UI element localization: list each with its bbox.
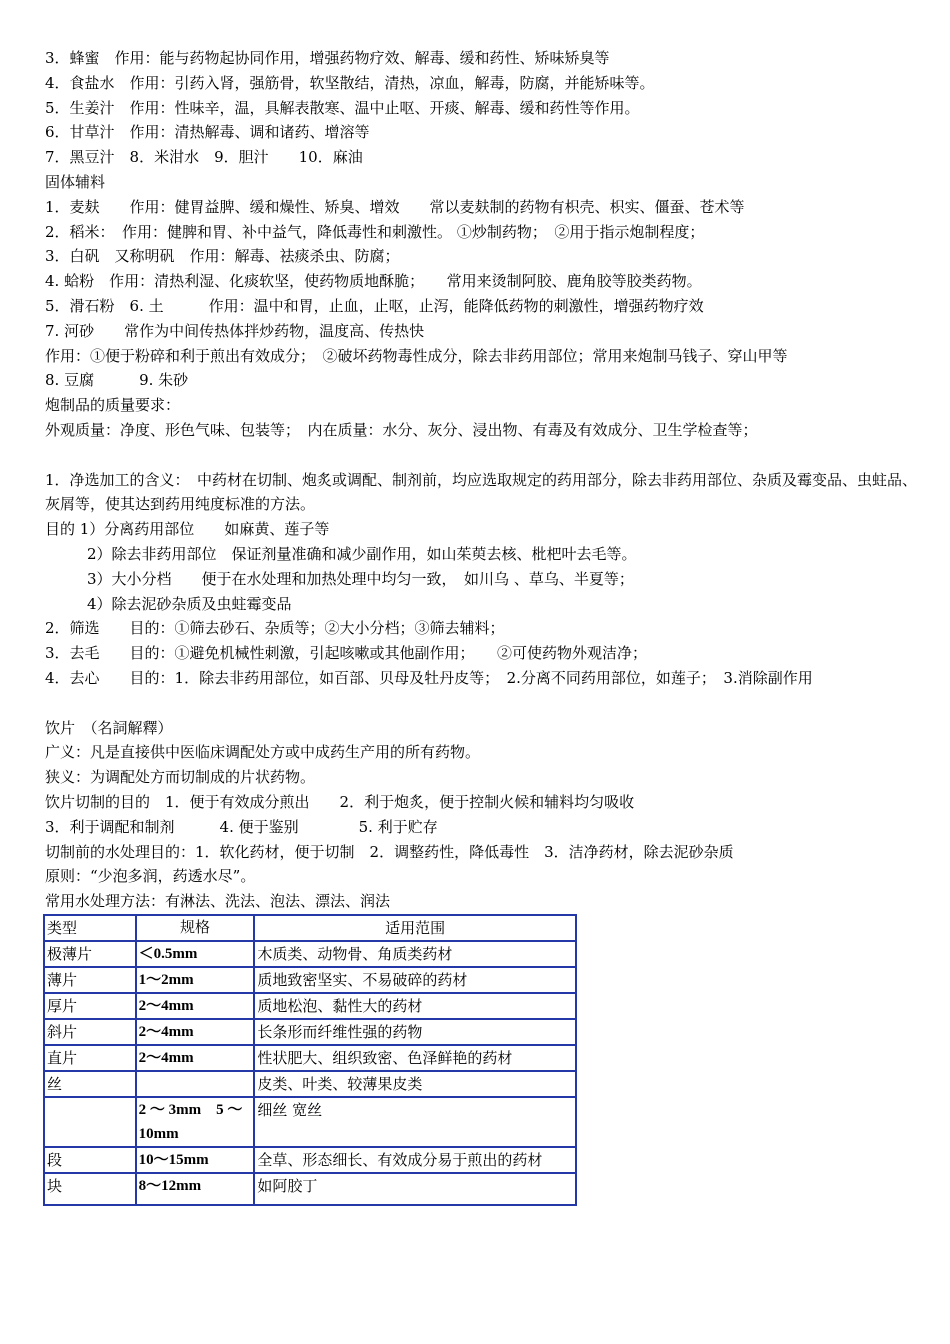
table-header-cell: 适用范围: [254, 915, 576, 941]
text-line: 2）除去非药用部位 保证剂量准确和减少副作用，如山茱萸去核、枇杷叶去毛等。: [87, 544, 637, 563]
table-header-cell: 规格: [136, 915, 255, 941]
text-line: 4．去心 目的：1．除去非药用部位，如百部、贝母及牡丹皮等； 2.分离不同药用部位，如莲子； 3.消除副作用: [45, 668, 813, 687]
table-row: [44, 1097, 576, 1147]
table-row: [44, 1019, 576, 1045]
table-cell: 细丝 宽丝: [254, 1097, 576, 1147]
table-cell: 全草、形态细长、有效成分易于煎出的药材: [254, 1147, 576, 1173]
text-line: 1．麦麸 作用：健胃益脾、缓和燥性、矫臭、增效 常以麦麸制的药物有枳壳、枳实、僵蚕、苍术等: [45, 197, 745, 216]
text-line: 6．甘草汁 作用：清热解毒、调和诸药、增溶等: [45, 123, 370, 142]
table-row: [44, 1147, 576, 1173]
text-line: 3．利于调配和制剂 4. 便于鉴别 5. 利于贮存: [45, 817, 438, 836]
text-line: 狭义：为调配处方而切制成的片状药物。: [45, 768, 316, 787]
text-line: 作用：①便于粉碎和利于煎出有效成分； ②破坏药物毒性成分，除去非药用部位；常用来炮制马钱子、穿山甲等: [45, 346, 788, 365]
text-line: 5．滑石粉 6. 土 作用：温中和胃，止血，止呕，止泻，能降低药物的刺激性，增强药物疗效: [45, 296, 704, 315]
table-row: [44, 1173, 576, 1205]
table-cell: 极薄片: [44, 941, 136, 967]
table-cell: 段: [44, 1147, 136, 1173]
paragraph: 1．净选加工的含义： 中药材在切制、炮炙或调配、制剂前，均应选取规定的药用部分，除去非药用部位、杂质及霉变品、虫蛀品、灰屑等，使其达到药用纯度标准的方法。: [45, 470, 918, 514]
table-cell: 如阿胶丁: [254, 1173, 576, 1205]
table-header-row: [44, 915, 576, 941]
table-cell: 长条形而纤维性强的药物: [254, 1019, 576, 1045]
text-line: 目的 1）分离药用部位 如麻黄、莲子等: [45, 520, 330, 539]
table-cell: 2～4mm: [136, 1045, 255, 1071]
table-cell: 斜片: [44, 1019, 136, 1045]
text-line: 4. 蛤粉 作用：清热利湿、化痰软坚，使药物质地酥脆； 常用来烫制阿胶、鹿角胶等胶类药物。: [45, 272, 702, 291]
table-cell: ＜0.5mm: [136, 941, 255, 967]
table-cell: [44, 1097, 136, 1147]
table-cell: 丝: [44, 1071, 136, 1097]
text-line: 7. 河砂 常作为中间传热体拌炒药物，温度高、传热快: [45, 321, 425, 340]
section-heading: 饮片 （名詞解釋）: [45, 718, 173, 737]
text-line: 饮片切制的目的 1．便于有效成分煎出 2．利于炮炙，便于控制火候和辅料均匀吸收: [45, 792, 635, 811]
text-line: 3．去毛 目的：①避免机械性刺激，引起咳嗽或其他副作用； ②可使药物外观洁净；: [45, 644, 648, 663]
text-line: 3．白矾 又称明矾 作用：解毒、祛痰杀虫、防腐；: [45, 247, 400, 266]
table-cell: 10～15mm: [136, 1147, 255, 1173]
table-row: [44, 993, 576, 1019]
table-cell: 块: [44, 1173, 136, 1205]
text-line: 5．生姜汁 作用：性味辛，温，具解表散寒、温中止呕、开痰、解毒、缓和药性等作用。: [45, 98, 640, 117]
blank-line: [45, 691, 925, 716]
blank-line: [45, 443, 925, 468]
document-body: [45, 46, 925, 914]
text-line: 切制前的水处理目的：1．软化药材，便于切制 2．调整药性，降低毒性 3．洁净药材，除去泥砂杂质: [45, 842, 734, 861]
table-cell: 质地致密坚实、不易破碎的药材: [254, 967, 576, 993]
table-row: [44, 941, 576, 967]
text-line: 8. 豆腐 9. 朱砂: [45, 371, 189, 390]
table-cell: 薄片: [44, 967, 136, 993]
table-cell: [136, 1071, 255, 1097]
text-line: 常用水处理方法：有淋法、洗法、泡法、漂法、润法: [45, 892, 391, 911]
table-cell: 2～4mm: [136, 1019, 255, 1045]
table-header-cell: 类型: [44, 915, 136, 941]
table-row: [44, 1045, 576, 1071]
table-cell: 皮类、叶类、较薄果皮类: [254, 1071, 576, 1097]
text-line: 外观质量：净度、形色气味、包装等； 内在质量：水分、灰分、浸出物、有毒及有效成分、卫生学检查等；: [45, 420, 758, 439]
table-cell: 厚片: [44, 993, 136, 1019]
table-cell: 2 ～ 3mm 5 ～ 10mm: [136, 1097, 255, 1147]
text-line: 4．食盐水 作用：引药入肾，强筋骨，软坚散结，清热，凉血，解毒，防腐，并能矫味等。: [45, 73, 655, 92]
table-cell: 1～2mm: [136, 967, 255, 993]
table-row: [44, 1071, 576, 1097]
text-line: 广义：凡是直接供中医临床调配处方或中成药生产用的所有药物。: [45, 743, 481, 762]
section-heading: 固体辅料: [45, 172, 106, 191]
table-cell: 2～4mm: [136, 993, 255, 1019]
table-row: [44, 967, 576, 993]
table-cell: 性状肥大、组织致密、色泽鲜艳的药材: [254, 1045, 576, 1071]
text-line: 2．稻米： 作用：健脾和胃、补中益气，降低毒性和刺激性。 ①炒制药物； ②用于指示炮制程度；: [45, 222, 705, 241]
text-line: 4）除去泥砂杂质及虫蛀霉变品: [87, 594, 292, 613]
table-cell: 质地松泡、黏性大的药材: [254, 993, 576, 1019]
table-cell: 木质类、动物骨、角质类药材: [254, 941, 576, 967]
text-line: 3）大小分档 便于在水处理和加热处理中均匀一致， 如川乌 、草乌、半夏等；: [87, 569, 634, 588]
text-line: 3．蜂蜜 作用：能与药物起协同作用，增强药物疗效、解毒、缓和药性、矫味矫臭等: [45, 49, 610, 67]
section-heading: 炮制品的质量要求：: [45, 396, 181, 415]
table-cell: 8～12mm: [136, 1173, 255, 1205]
table-cell: 直片: [44, 1045, 136, 1071]
text-line: 2．筛选 目的：①筛去砂石、杂质等；②大小分档；③筛去辅料；: [45, 619, 505, 638]
slice-spec-table: [43, 914, 577, 1206]
text-line: 原则：“少泡多润，药透水尽”。: [45, 867, 256, 886]
text-line: 7．黑豆汁 8．米泔水 9．胆汁 10．麻油: [45, 148, 363, 167]
